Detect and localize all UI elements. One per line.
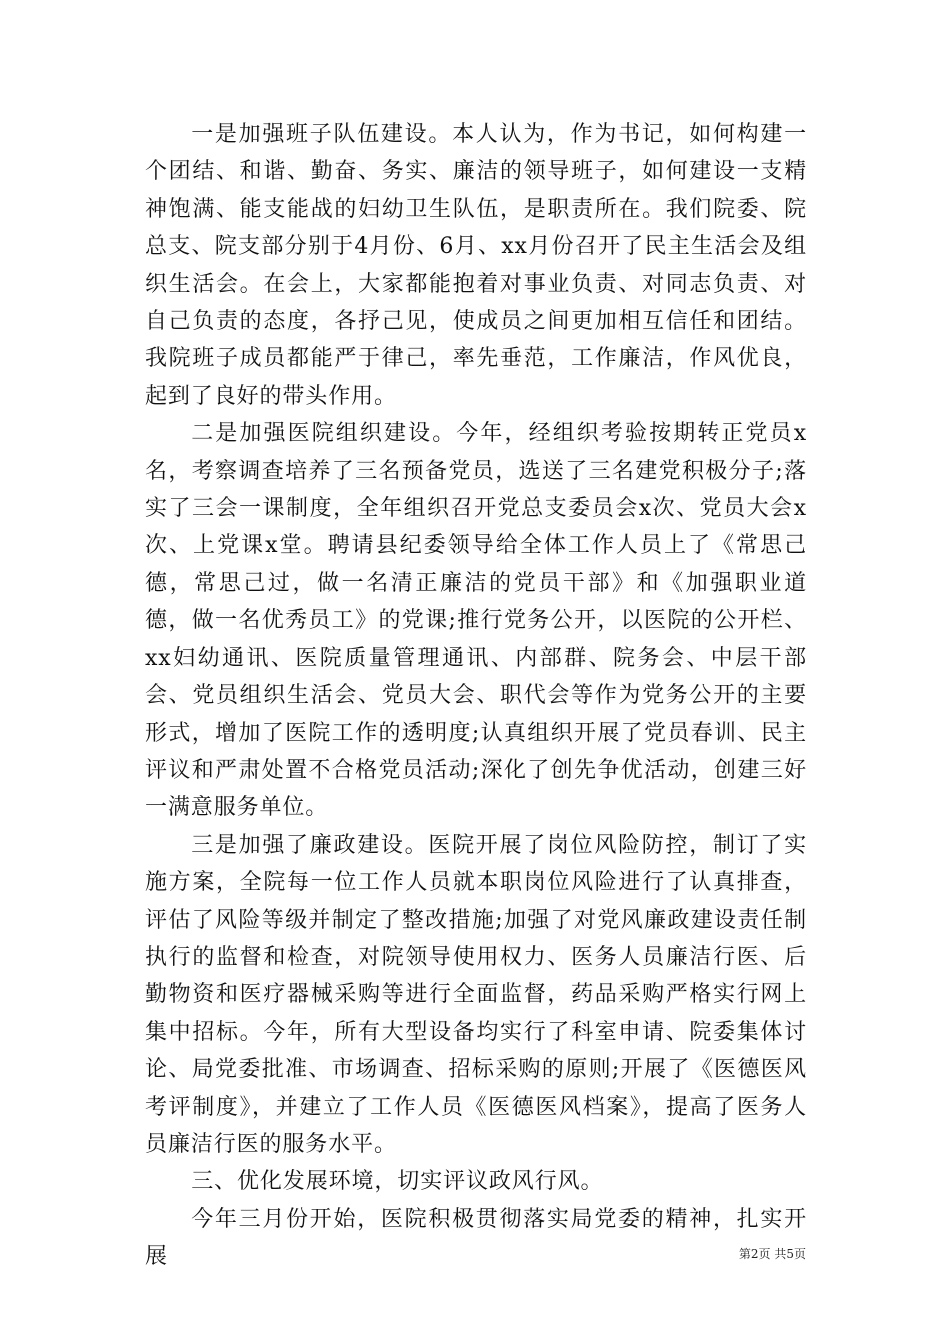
document-body [145, 116, 807, 1276]
footer-suffix: 页 [793, 1247, 806, 1261]
footer-total-pages: 5 [786, 1247, 794, 1261]
paragraph-organization-building: 二是加强医院组织建设。今年，经组织考验按期转正党员x名，考察调查培养了三名预备党员，选送了三名建党积极分子;落实了三会一课制度，全年组织召开党总支委员会x次、党员大会x次、上党课x堂。聘请县纪委领导给全体工作人员上了《常思己德，常思己过，做一名清正廉洁的党员干部》和《加强职业道德，做一名优秀员工》的党课;推行党务公开，以医院的公开栏、xx妇幼通讯、医院质量管理通讯、内部群、院务会、中层干部会、党员组织生活会、党员大会、职代会等作为党务公开的主要形式，增加了医院工作的透明度;认真组织开展了党员春训、民主评议和严肃处置不合格党员活动;深化了创先争优活动，创建三好一满意服务单位。 [145, 421, 807, 821]
footer-middle: 页 共 [758, 1247, 787, 1261]
paragraph-integrity-building: 三是加强了廉政建设。医院开展了岗位风险防控，制订了实施方案，全院每一位工作人员就本职岗位风险进行了认真排查，评估了风险等级并制定了整改措施;加强了对党风廉政建设责任制执行的监督和检查，对院领导使用权力、医务人员廉洁行医、后勤物资和医疗器械采购等进行全面监督，药品采购严格实行网上集中招标。今年，所有大型设备均实行了科室申请、院委集体讨论、局党委批准、市场调查、招标采购的原则;开展了《医德医风考评制度》，并建立了工作人员《医德医风档案》，提高了医务人员廉洁行医的服务水平。 [145, 832, 807, 1157]
footer-current-page: 2 [750, 1247, 759, 1261]
paragraph-team-building: 一是加强班子队伍建设。本人认为，作为书记，如何构建一个团结、和谐、勤奋、务实、廉洁的领导班子，如何建设一支精神饱满、能支能战的妇幼卫生队伍，是职责所在。我们院委、院总支、院支部分别于4月份、6月、xx月份召开了民主生活会及组织生活会。在会上，大家都能抱着对事业负责、对同志负责、对自己负责的态度，各抒己见，使成员之间更加相互信任和团结。我院班子成员都能严于律己，率先垂范，工作廉洁，作风优良，起到了良好的带头作用。 [145, 122, 807, 409]
footer-prefix: 第 [738, 1247, 751, 1261]
section-heading-environment: 三、优化发展环境，切实评议政风行风。 [191, 1169, 604, 1195]
page-number-footer [739, 1246, 806, 1262]
paragraph-march-start: 今年三月份开始，医院积极贯彻落实局党委的精神，扎实开展 [145, 1206, 807, 1270]
